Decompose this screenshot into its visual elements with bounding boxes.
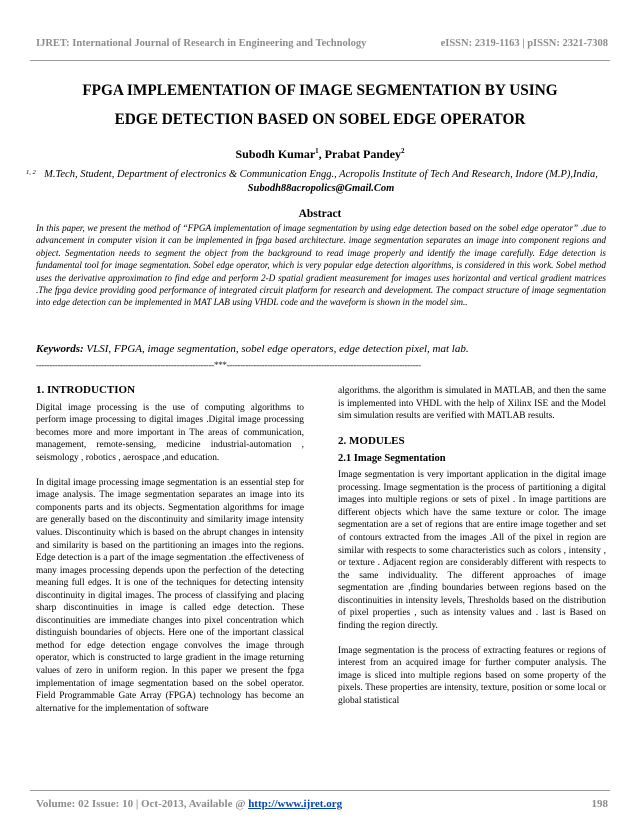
footer-citation [36,798,342,810]
section-separator: ------------------------------------------------------------------***------------------------------------------------------------------------ [36,360,421,370]
affiliation-text: M.Tech, Student, Department of electronics & Communication Engg., Acropolis Institute of Tech And Research, Indore (M.P),India, [44,169,598,180]
keywords-label: Keywords: [36,343,84,355]
issn: eISSN: 2319-1163 | pISSN: 2321-7308 [440,38,608,49]
modules-heading: 2. MODULES [338,435,405,448]
segmentation-paragraph-1: Image segmentation is very important application in the digital image processing. Image segmentation is the process of partitioning a digital images into multiple regions or sets of pixel . In image partitions are different objects which have the same texture or color. The image segmentation are a set of regions that are entire image together and set of contours extracted from the images .All of the pixel in region are similar with respects to some characteristics such as colors , intensity , or texture . Adjacent region are considerably different with respects to the same individuality. The different approaches of image segmentation are ,finding boundaries between regions based on the discontinuities in intensity levels, Thresholds based on the distribution of pixel properties , such as intensity values and . last is Based on finding the region directly. [338,470,606,631]
author-2-sup: 2 [401,147,405,155]
footer-volume: Volume: 02 Issue: 10 | Oct-2013, Available @ [36,798,249,810]
page-footer [36,798,608,810]
page-number: 198 [591,798,608,810]
author-1-sup: 1 [315,147,319,155]
author-separator: , [318,147,325,161]
left-column [36,384,304,728]
author-1: Subodh Kumar [235,147,316,161]
intro-continuation: algorithms. the algorithm is simulated in MATLAB, and then the same is implemented into VHDL with the help of Xilinx ISE and the Model sim simulation results are verified with MATLAB results. [338,386,606,422]
authors [30,147,610,162]
segmentation-paragraph-2: Image segmentation is the process of extracting features or regions of interest from an acquired image for further computer analysis. The image is sliced into multiple regions based on some property of the pixels. These properties are intensity, texture, position or some local or global statistical [338,645,606,707]
author-2: Prabat Pandey [324,147,402,161]
running-header [36,38,608,49]
journal-name: IJRET: International Journal of Research in Engineering and Technology [36,38,367,49]
affiliation-sup: 1, 2 [26,169,36,176]
intro-heading: 1. INTRODUCTION [36,384,136,396]
image-segmentation-subheading: 2.1 Image Segmentation [338,452,446,464]
journal-link[interactable]: http://www.ijret.org [248,798,343,810]
right-column [338,385,606,720]
abstract-heading: Abstract [298,208,342,220]
keywords-text: VLSI, FPGA, image segmentation, sobel edge operators, edge detection pixel, mat lab. [83,343,469,355]
abstract-text: In this paper, we present the method of “FPGA implementation of image segmentation by using edge detection based on the sobel edge operator” .due to advancement in computer vision it can be implemented in fpga based architecture. image segmentation separates an image into component regions and object. Segmentation needs to segment the object from the background to read image properly and identify the image carefully. Edge detection is fundamental tool for image segmentation. Sobel edge operator, which is very popular edge detection algorithms, is considered in this work. Sobel method uses the derivative approximation to find edge and perform 2-D spatial gradient measurement for images uses horizontal and vertical gradient matrices .The fpga device providing good performance of integrated circuit platform for research and development. The compact structure of image segmentation into edge detection can be implemented in MAT LAB using VHDL code and the waveform is shown in the model sim.. [36,223,606,308]
title-line-1: FPGA IMPLEMENTATION OF IMAGE SEGMENTATION BY USING [82,82,558,99]
header-rule [30,60,610,61]
author-email: Subodh88acropolics@Gmail.Com [247,183,395,194]
affiliation [26,168,616,196]
title-line-2: EDGE DETECTION BASED ON SOBEL EDGE OPERATOR [114,111,526,128]
intro-paragraph-2: In digital image processing image segmentation is an essential step for image analysis. The image segmentation separates an image into its components parts and its objects. Segmentation algorithms for image are generally based on the discontinuity and similarity image intensity values. Discontinuity which is based on the abrupt changes in intensity and similarity is based on the partitioning an images into the regions. Edge detection is a part of the image segmentation .the effectiveness of many images processing depends upon the perfection of the detecting meaning full edges. It is one of the techniques for detecting intensity discontinuity in digital images. The process of classifying and placing sharp discontinuities in image is called edge detection. These discontinuities are immediate changes into pixel concentration which distinguish boundaries of objects. Here one of the important classical method for edge detection engage convolves the image through operator, which is constructed to large gradient in the image returning values of zero in uniform region. In this paper we present the fpga implementation of image segmentation based on the sobel operator. Field Programmable Gate Array (FPGA) technology has become an alternative for the implementation of software [36,477,304,714]
keywords [36,343,606,355]
paper-title [30,76,610,134]
footer-rule [30,790,610,791]
intro-paragraph-1: Digital image processing is the use of computing algorithms to perform image processing to digital images .Digital image processing becomes more and more important in The areas of communication, management, remote-sensing, medicine industrial-automation , seismology , robotics , aerospace ,and education. [36,402,304,463]
